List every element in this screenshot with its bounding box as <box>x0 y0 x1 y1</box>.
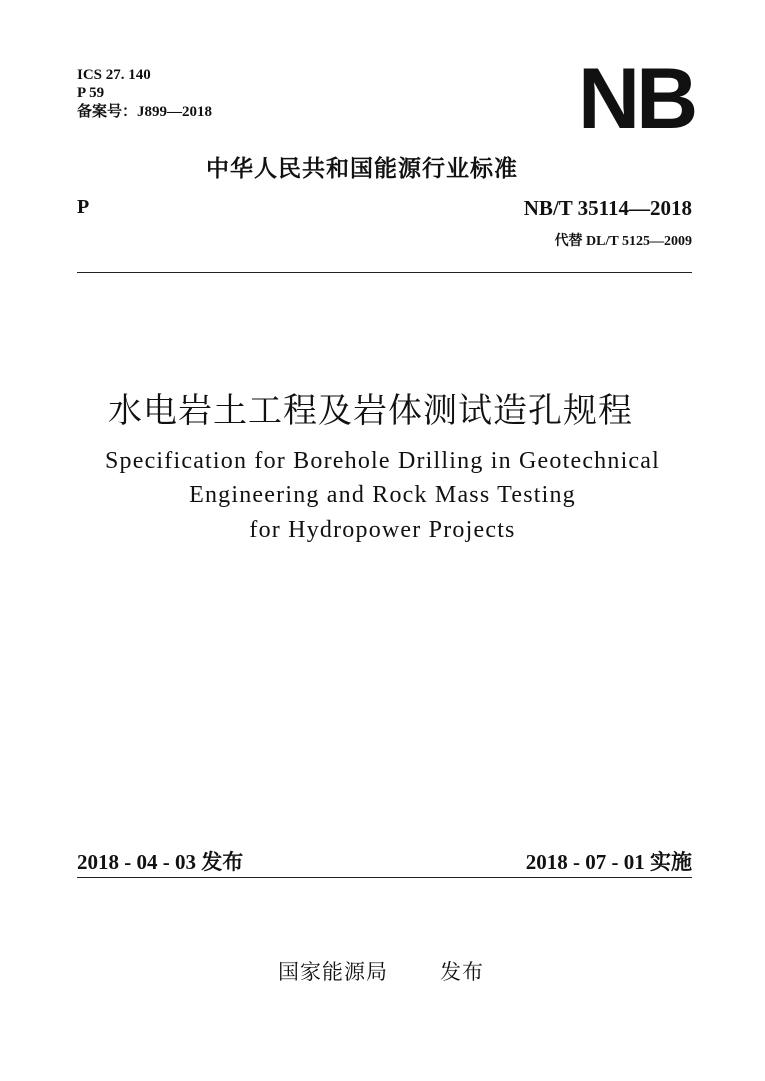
ccs-code: P 59 <box>77 85 105 101</box>
issuer-name: 国家能源局 <box>278 960 388 984</box>
nb-logo: NB <box>578 51 695 147</box>
title-chinese: 水电岩土工程及岩体测试造孔规程 <box>108 391 633 431</box>
replaces-standard: 代替 DL/T 5125—2009 <box>554 234 692 249</box>
title-english-line2: Engineering and Rock Mass Testing <box>189 482 576 508</box>
title-english-line3: for Hydropower Projects <box>249 517 516 543</box>
implementation-date: 2018 - 07 - 01 实施 <box>525 850 692 874</box>
footer-divider <box>77 877 692 878</box>
header-divider <box>77 272 692 273</box>
issue-date: 2018 - 04 - 03 发布 <box>77 850 244 874</box>
industry-title: 中华人民共和国能源行业标准 <box>206 156 518 182</box>
ics-code: ICS 27. 140 <box>77 67 151 83</box>
classification-code: P <box>77 196 90 218</box>
standard-number: NB/T 35114—2018 <box>523 196 692 220</box>
issuer-action: 发布 <box>440 960 484 984</box>
record-number: 备案号：J899—2018 <box>77 104 213 120</box>
title-english-line1: Specification for Borehole Drilling in Geotechnical <box>104 448 661 474</box>
